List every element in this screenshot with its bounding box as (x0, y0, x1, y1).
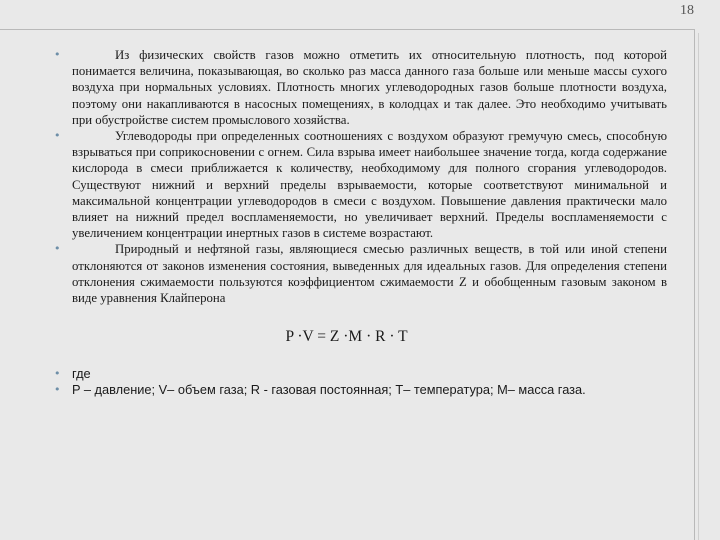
page-number: 18 (680, 3, 694, 18)
frame-right-shadow-line (698, 33, 699, 540)
paragraph-compressibility: Природный и нефтяной газы, являющиеся смесью различных веществ, в той или иной степени отклоняются от законов изменения состояния, выведенных для идеальных газов. Для определения степени отклонения сжимаемости пользуются коэффициентом сжимаемости Z и обобщенным газовым законом в виде уравнения Клайперона (72, 242, 667, 306)
bullet-item-2 (52, 128, 667, 241)
bullet-marker: • (54, 242, 61, 256)
variable-legend: P – давление; V– объем газа; R - газовая постоянная; T– температура; M– масса газа. (72, 382, 586, 398)
where-label: где (72, 366, 91, 382)
bullet-item-3 (52, 241, 667, 306)
bullet-item-legend (52, 382, 667, 398)
gas-law-formula: P ·V = Z ·M · R · T (285, 328, 408, 346)
bullet-marker: • (54, 367, 61, 381)
bullet-marker: • (54, 383, 61, 397)
frame-top-line (0, 29, 694, 30)
bullet-item-1 (52, 47, 667, 128)
frame-right-line (694, 29, 695, 540)
bullet-marker: • (54, 48, 61, 61)
bullet-item-where (52, 366, 667, 382)
slide-content (52, 47, 667, 398)
paragraph-relative-density: Из физических свойств газов можно отметить их относительную плотность, под которой понимается величина, показывающая, во сколько раз масса данного газа больше или меньше массы сухого воздуха при нормальных условиях. Плотность многих углеводородных газов больше плотности воздуха, поэтому они накапливаются в насосных помещениях, в колодцах и так далее. Это необходимо учитывать при обустройстве систем промыслового хозяйства. (72, 48, 667, 127)
paragraph-explosive-limits: Углеводороды при определенных соотношениях с воздухом образуют гремучую смесь, способную взрываться при соприкосновении с огнем. Сила взрыва имеет наибольшее значение тогда, когда содержание кислорода в смеси приближается к количеству, необходимому для полного сгорания углеводородов. Существуют нижний и верхний пределы взрываемости, которые соответствуют минимальной и максимальной концентрации углеводородов в смеси с воздухом. Повышение давления практически мало влияет на нижний предел воспламеняемости, но увеличивает верхний. Пределы воспламеняемости с увеличением концентрации инертных газов в системе возрастают. (72, 129, 667, 241)
bullet-marker: • (54, 129, 61, 143)
